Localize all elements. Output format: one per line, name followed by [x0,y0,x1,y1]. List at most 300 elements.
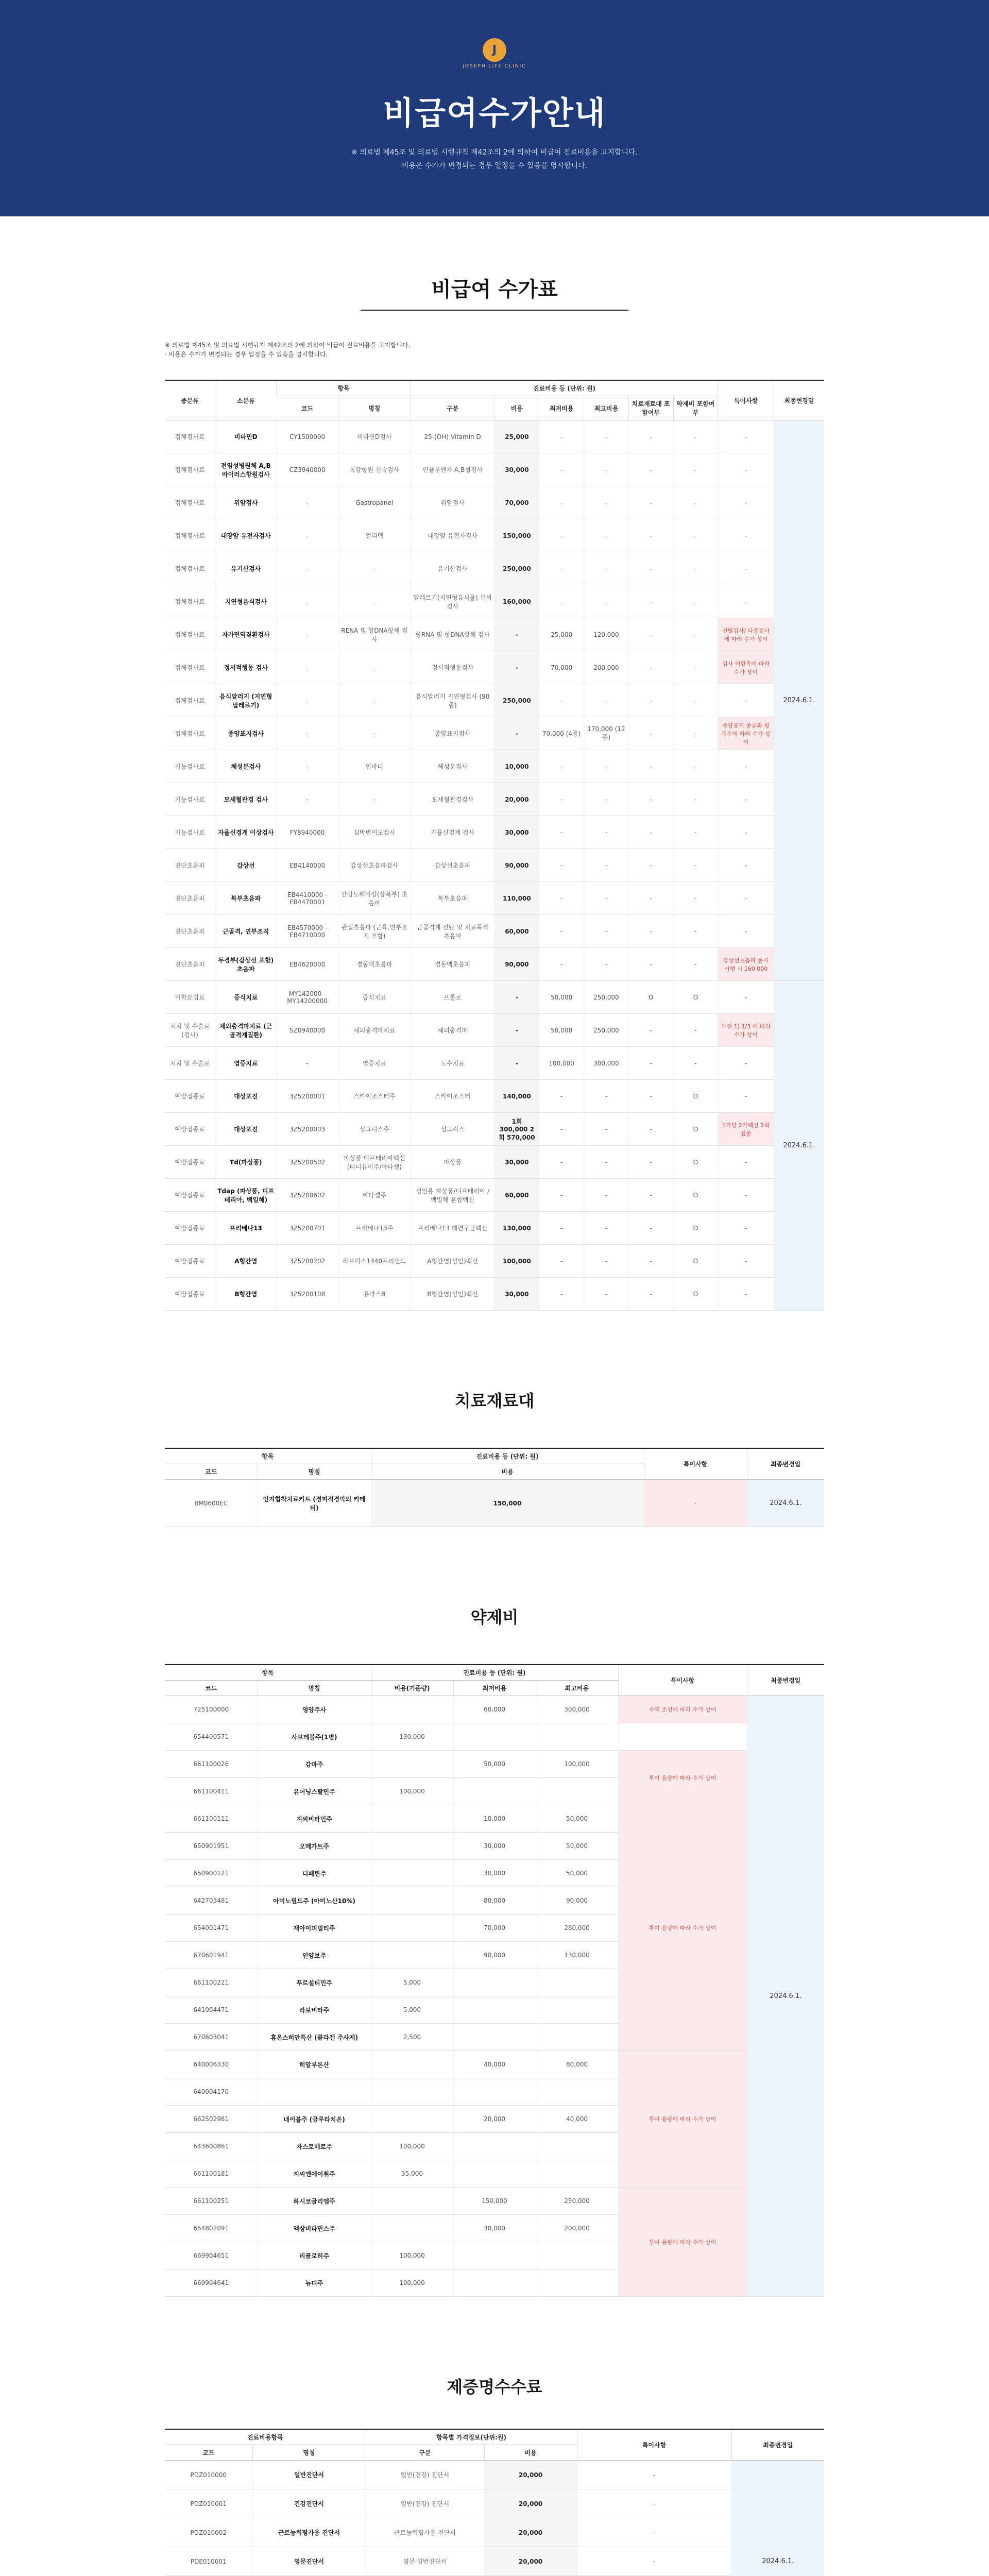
cell-drug-fee: - [673,915,718,948]
drug-code: 661100111 [165,1805,258,1833]
cell-subcategory: A형간염 [215,1245,277,1278]
fee-title: 비급여 수가표 [361,216,628,311]
cell-category: 기능검사료 [165,783,215,816]
cell-name: 관절초음파 (근육,연부조직 포함) [338,915,411,948]
drug-code: 643600861 [165,2133,258,2160]
drug-std-price: 100,000 [371,2242,453,2269]
cell-special: - [718,1146,774,1179]
cell-division: 성인용 파상풍/디프테리아 /백일해 혼합백신 [411,1179,494,1212]
drug-code: 661100411 [165,1778,258,1805]
cell-subcategory: 증식치료 [215,981,277,1014]
cell-code: EB4620000 [277,948,338,981]
drug-code: 661100221 [165,1969,258,1996]
cell-category: 진단초음파 [165,915,215,948]
cell-price: 30,000 [494,453,539,486]
cell-price: 60,000 [494,915,539,948]
cell-name: 파상풍 디프테리아백신 (티디퓨어주/아다셀) [338,1146,411,1179]
cell-drug-fee: - [673,486,718,519]
cell-category: 예방접종료 [165,1146,215,1179]
th-m-special: 특이사항 [644,1448,747,1480]
cell-price: - [494,1014,539,1047]
th-d-special: 특이사항 [618,1665,747,1696]
cert-division: 일반(건강) 진단서 [366,2489,484,2518]
table-row [165,2051,824,2078]
cell-division: 유기산검사 [411,552,494,585]
cell-division: 모세혈관경검사 [411,783,494,816]
table-row [165,750,824,783]
cell-min: 70,000 (4종) [539,717,584,750]
cell-division: 종양표지검사 [411,717,494,750]
cell-price: 30,000 [494,1146,539,1179]
drug-max: 200,000 [536,2215,618,2242]
cell-name: 간담도췌비장(상복부) 초음파 [338,882,411,915]
cert-code: PDZ010001 [165,2489,252,2518]
drug-min: 50,000 [453,1751,536,1778]
cell-subcategory: 비타민D [215,420,277,453]
cell-code: - [277,618,338,651]
cert-price: 20,000 [484,2547,577,2576]
cell-name: 스카이조스터주 [338,1080,411,1113]
cell-min: - [539,552,584,585]
cell-max: - [584,1212,629,1245]
table-row [165,1751,824,1778]
th-d-std: 비용(기준량) [371,1681,453,1696]
cell-max: 200,000 [584,651,629,684]
drug-code: 662502981 [165,2106,258,2133]
cell-price: 160,000 [494,585,539,618]
cell-special: - [718,453,774,486]
cell-special: - [718,486,774,519]
table-row [165,1278,824,1311]
cell-code: SZ0940000 [277,1014,338,1047]
drug-code: 640004170 [165,2078,258,2106]
table-row [165,1245,824,1278]
table-row [165,783,824,816]
drug-max: 80,000 [536,2051,618,2078]
drug-min [453,1996,536,2024]
table-row [165,981,824,1014]
th-c-price: 비용 [484,2445,577,2461]
cell-min: - [539,948,584,981]
cell-category: 검체검사료 [165,717,215,750]
cell-subcategory: B형간염 [215,1278,277,1311]
cell-name: 심박변이도검사 [338,816,411,849]
cell-drug-fee: - [673,552,718,585]
cell-treat-fee: - [628,1146,673,1179]
cert-code: PDZ010000 [165,2461,252,2489]
cell-name: - [338,585,411,618]
drug-code: 725100000 [165,1696,258,1723]
cell-price: 10,000 [494,750,539,783]
drug-min: 80,000 [453,1887,536,1914]
cell-drug-fee: - [673,1014,718,1047]
material-updated: 2024.6.1. [747,1480,824,1527]
cell-name: RENA 및 항DNA항체 검사 [338,618,411,651]
table-row [165,1047,824,1080]
th-code: 코드 [277,396,338,420]
cell-min: 25,000 [539,618,584,651]
cell-treat-fee: - [628,849,673,882]
drug-code: 640006330 [165,2051,258,2078]
cell-special: - [718,882,774,915]
cell-drug-fee: O [673,981,718,1014]
cell-price: 25,000 [494,420,539,453]
cell-name: 싱그릭스주 [338,1113,411,1146]
cell-category: 예방접종료 [165,1278,215,1311]
th-price: 비용 [494,396,539,420]
th-c-special: 특이사항 [577,2429,731,2461]
cell-special: - [718,981,774,1014]
drug-max: 90,000 [536,1887,618,1914]
cell-treat-fee: - [628,783,673,816]
drug-name: 재아이피멀티주 [258,1914,371,1942]
cell-category: 검체검사료 [165,618,215,651]
cell-special: 검사 이항목에 따라 수가 상이 [718,651,774,684]
drug-std-price [371,1805,453,1833]
cell-subcategory: 전염성병원체 A,B 바이러스항원검사 [215,453,277,486]
table-row [165,849,824,882]
drug-std-price [371,1887,453,1914]
cell-special: - [718,750,774,783]
cell-division: 갑상선초음파 [411,849,494,882]
cell-min: - [539,453,584,486]
cell-category: 검체검사료 [165,420,215,453]
cell-name: 비타민D검사 [338,420,411,453]
cell-updated: 2024.6.1. [774,420,824,981]
drug-code: 650901951 [165,1833,258,1860]
drug-max [536,1723,618,1751]
cell-code: - [277,750,338,783]
cell-price: 100,000 [494,1245,539,1278]
cell-price: - [494,981,539,1014]
cell-special: 부위 1) 1/3 에 따라 수가 상이 [718,1014,774,1047]
drug-std-price [371,1942,453,1969]
drug-min: 60,000 [453,1696,536,1723]
drug-code: 642703481 [165,1887,258,1914]
th-cost: 진료비용 등 (단위: 원) [411,380,718,396]
drug-std-price [371,1696,453,1723]
cell-price: 150,000 [494,519,539,552]
cell-division: 프롤로 [411,981,494,1014]
cert-special: - [577,2518,731,2547]
cell-division: 25-(OH) Vitamin D [411,420,494,453]
cell-category: 검체검사료 [165,486,215,519]
cell-max: 120,000 [584,618,629,651]
cell-code: 3Z5200001 [277,1080,338,1113]
table-row [165,486,824,519]
table-row [165,1113,824,1146]
cell-drug-fee: O [673,1212,718,1245]
cell-drug-fee: - [673,618,718,651]
drug-table [165,1664,824,2297]
table-row [165,1723,824,1751]
cell-subcategory: 음식알러지 (지연형알레르기) [215,684,277,717]
cell-subcategory: 대상포진 [215,1080,277,1113]
cell-max: - [584,420,629,453]
cell-treat-fee: - [628,486,673,519]
table-row [165,816,824,849]
table-row [165,585,824,618]
cell-price: - [494,717,539,750]
cell-name: 염증치료 [338,1047,411,1080]
table-row [165,1146,824,1179]
fee-table [165,380,824,1311]
cell-division: 대장암 유전자검사 [411,519,494,552]
cell-treat-fee: - [628,915,673,948]
cell-division: 파상풍 [411,1146,494,1179]
cell-category: 예방접종료 [165,1245,215,1278]
drug-std-price [371,2106,453,2133]
drug-name: 액상비타민스주 [258,2215,371,2242]
th-d-updated: 최종변경일 [747,1665,824,1696]
hero-banner [0,0,989,216]
cell-category: 예방접종료 [165,1179,215,1212]
th-subcategory: 소분류 [215,380,277,420]
cell-division: 체외충격파 [411,1014,494,1047]
drug-max [536,2269,618,2297]
cell-max: - [584,519,629,552]
cell-subcategory: 자율신경계 이상검사 [215,816,277,849]
table-row [165,2188,824,2215]
th-drug-fee: 약제비 포함여부 [673,396,718,420]
drug-max: 280,000 [536,1914,618,1942]
cell-name: 인바디 [338,750,411,783]
cell-updated: 2024.6.1. [774,981,824,1311]
material-price: 150,000 [371,1480,644,1527]
cell-division: 경동맥초음파 [411,948,494,981]
cell-treat-fee: - [628,882,673,915]
cell-special: - [718,1179,774,1212]
cell-code: 3Z5200202 [277,1245,338,1278]
cell-max: - [584,849,629,882]
cell-code: FY8940000 [277,816,338,849]
cell-price: 30,000 [494,816,539,849]
drug-code: 670601941 [165,1942,258,1969]
cell-treat-fee: - [628,585,673,618]
drug-special: 투여 용량에 따라 수가 상이 [618,1751,747,1805]
cell-price: 20,000 [494,783,539,816]
th-updated: 최종변경일 [774,380,824,420]
cell-name: Gastropanel [338,486,411,519]
cell-special: - [718,585,774,618]
drug-max: 130,000 [536,1942,618,1969]
cell-drug-fee: - [673,849,718,882]
table-row [165,1805,824,1833]
cert-code: PDZ010002 [165,2518,252,2547]
cell-category: 검체검사료 [165,684,215,717]
th-min: 최저비용 [539,396,584,420]
drug-special: 투여 용량에 따라 수가 상이 [618,1805,747,2051]
cell-treat-fee: - [628,453,673,486]
cell-code: CY1500000 [277,420,338,453]
cell-max: - [584,783,629,816]
cell-category: 검체검사료 [165,552,215,585]
fee-note-1: ※ 의료법 제45조 및 의료법 시행규칙 제42조의 2에 의하여 비급여 진료비용을 고지합니다. [165,342,411,349]
cell-code: - [277,552,338,585]
drug-code: 661100251 [165,2188,258,2215]
cell-division: B형간염(성인)백신 [411,1278,494,1311]
drug-min: 70,000 [453,1914,536,1942]
cell-price: 1회 300,000 2회 570,000 [494,1113,539,1146]
th-c-updated: 최종변경일 [731,2429,824,2461]
drug-min [453,1723,536,1751]
cell-name: 하브릭스1440프리필드 [338,1245,411,1278]
hero-note-2: 비용은 수가가 변경되는 경우 일정을 수 있음을 명시합니다. [401,162,588,170]
cell-special: - [718,783,774,816]
cell-special: - [718,684,774,717]
drug-min [453,2242,536,2269]
drug-name: 유어닝스탈민주 [258,1778,371,1805]
cell-subcategory: 염증치료 [215,1047,277,1080]
cell-price: 110,000 [494,882,539,915]
cert-division: 일반(건강) 진단서 [366,2461,484,2489]
cell-max: - [584,585,629,618]
cell-special: 종양표지 종류와 항목수에 따라 수가 상이 [718,717,774,750]
cell-price: 30,000 [494,1278,539,1311]
cell-subcategory: 위암검사 [215,486,277,519]
cell-max: - [584,453,629,486]
cell-name: 경동맥초음파 [338,948,411,981]
cell-price: 130,000 [494,1212,539,1245]
material-name: 인지협착치료키트 (경피적경막외 카테터) [258,1480,371,1527]
cert-division: 근로능력평가용 진단서 [366,2518,484,2547]
cell-code: - [277,783,338,816]
drug-std-price [371,1860,453,1887]
cell-special: 1가당 2가백신 2회 접종 [718,1113,774,1146]
cell-code: EB4570000 -EB4710000 [277,915,338,948]
cell-price: - [494,618,539,651]
th-division: 구분 [411,396,494,420]
drug-max: 50,000 [536,1860,618,1887]
cell-special: - [718,1047,774,1080]
cell-price: - [494,651,539,684]
drug-min [453,1778,536,1805]
th-c-division: 구분 [366,2445,484,2461]
th-d-item: 항목 [165,1665,371,1681]
cell-drug-fee: - [673,717,718,750]
drug-name: 휴온스히안특산 (콜라겐 주사제) [258,2024,371,2051]
cert-price: 20,000 [484,2518,577,2547]
cell-drug-fee: O [673,1080,718,1113]
drug-name: 디페틴주 [258,1860,371,1887]
cell-min: - [539,684,584,717]
cell-name: - [338,651,411,684]
cell-min: - [539,486,584,519]
cell-treat-fee: - [628,1014,673,1047]
cell-treat-fee: - [628,420,673,453]
drug-special: 수액 조성에 따라 수가 상이 [618,1696,747,1723]
cell-min: - [539,1245,584,1278]
cell-drug-fee: - [673,453,718,486]
drug-std-price [371,1833,453,1860]
cell-code: 3Z5200602 [277,1179,338,1212]
cell-min: - [539,1278,584,1311]
cell-special: - [718,1245,774,1278]
fee-note-2: · 비용은 수가가 변경되는 경우 일정을 수 있음을 명시합니다. [165,351,328,358]
cell-min: - [539,783,584,816]
cell-subcategory: 체외충격파치료 (근골격계질환) [215,1014,277,1047]
cell-code: - [277,486,338,519]
th-d-name: 명칭 [258,1681,371,1696]
cell-division: 음식알러지 지연형검사 (90종) [411,684,494,717]
cell-min: 50,000 [539,981,584,1014]
cell-category: 예방접종료 [165,1113,215,1146]
drug-std-price [371,2215,453,2242]
cell-code: - [277,684,338,717]
drug-section [165,1604,824,2297]
cell-treat-fee: - [628,1179,673,1212]
cell-division: 항RNA 및 항DNA항체 검사 [411,618,494,651]
drug-name: 리플로히주 [258,2242,371,2269]
table-row [165,717,824,750]
th-m-cost: 진료비용 등 (단위: 원) [371,1448,644,1464]
clinic-logo [0,0,989,69]
cell-subcategory: Td(파상풍) [215,1146,277,1179]
drug-special: 투여 용량에 따라 수가 상이 [618,2188,747,2297]
table-row [165,915,824,948]
cell-drug-fee: - [673,948,718,981]
cell-min: 100,000 [539,1047,584,1080]
th-treat-fee: 치료재료대 포함여부 [628,396,673,420]
drug-std-price: 130,000 [371,1723,453,1751]
cell-special: - [718,552,774,585]
drug-max [536,1778,618,1805]
table-row [165,1179,824,1212]
cell-division: 프리베나13 폐렴구균백신 [411,1212,494,1245]
cell-code: - [277,717,338,750]
cell-division: 스카이조스터 [411,1080,494,1113]
cell-subcategory: 대장암 유전자검사 [215,519,277,552]
drug-min [453,1969,536,1996]
cell-code: 3Z5200003 [277,1113,338,1146]
cert-name: 근로능력평가용 진단서 [252,2518,366,2547]
drug-min: 30,000 [453,1833,536,1860]
cell-max: - [584,1080,629,1113]
cell-max: 300,000 [584,1047,629,1080]
cell-treat-fee: O [628,981,673,1014]
cell-min: - [539,1080,584,1113]
drug-min: 40,000 [453,2051,536,2078]
cell-code: 3Z5200108 [277,1278,338,1311]
cell-category: 기능검사료 [165,750,215,783]
drug-max: 300,000 [536,1696,618,1723]
drug-code: 661100026 [165,1751,258,1778]
cert-code: PDE010001 [165,2547,252,2576]
cell-treat-fee: - [628,1245,673,1278]
cell-treat-fee: - [628,1278,673,1311]
cell-name: - [338,552,411,585]
drug-name: 인양보주 [258,1942,371,1969]
drug-code: 654802091 [165,2215,258,2242]
drug-name: 히알루론산 [258,2051,371,2078]
cell-drug-fee: - [673,420,718,453]
table-row [165,2518,824,2547]
cell-max: - [584,750,629,783]
cell-price: 60,000 [494,1179,539,1212]
drug-std-price [371,1751,453,1778]
cell-treat-fee: - [628,1080,673,1113]
drug-std-price [371,2051,453,2078]
th-m-price: 비용 [371,1464,644,1480]
drug-min: 30,000 [453,1860,536,1887]
cell-max: - [584,684,629,717]
table-row [165,552,824,585]
cell-special: - [718,1080,774,1113]
fee-table-body [165,420,824,1311]
cell-subcategory: Tdap (파상풍, 디프테리아, 백일해) [215,1179,277,1212]
table-row [165,1014,824,1047]
cell-drug-fee: - [673,750,718,783]
